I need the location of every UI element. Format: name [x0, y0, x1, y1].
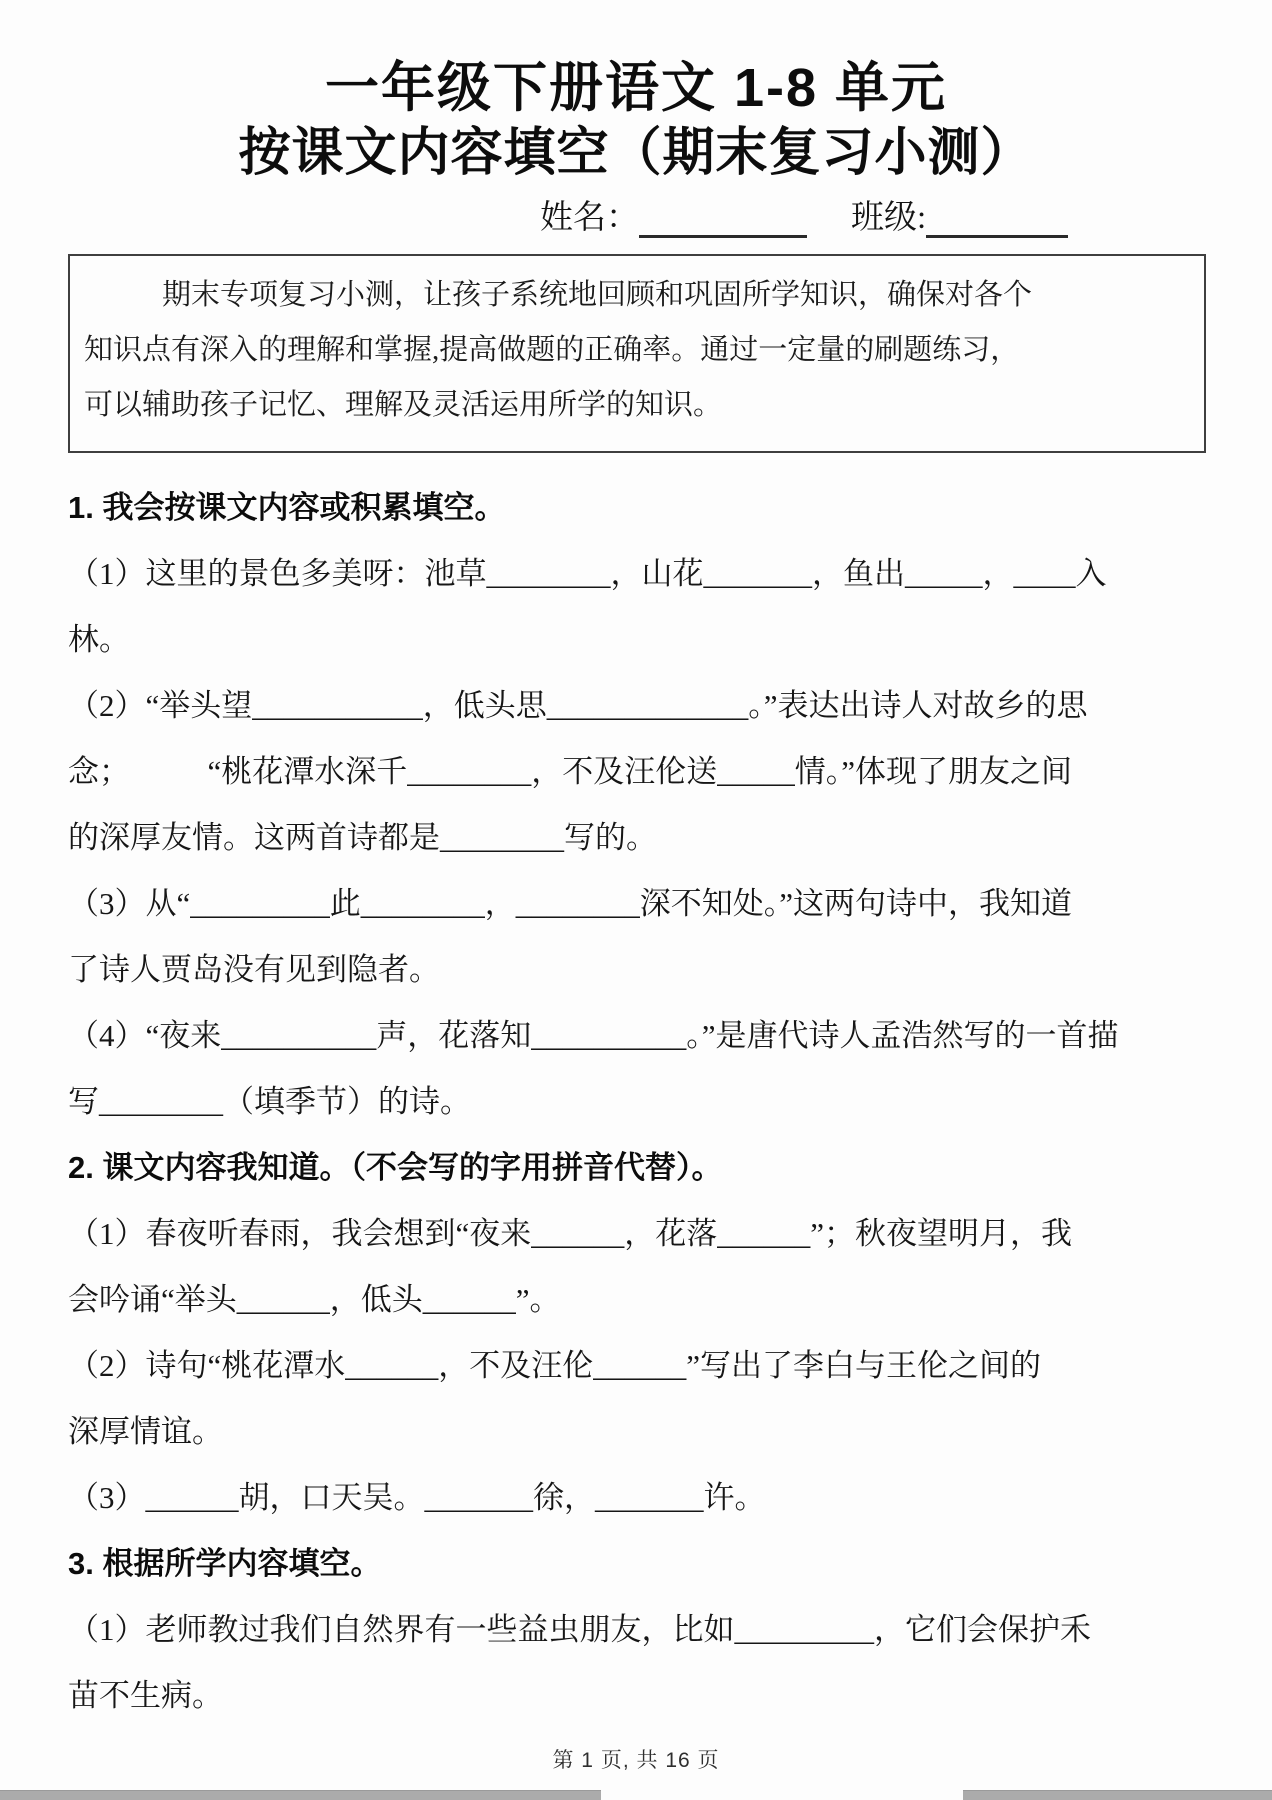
question-line: 苗不生病。 [68, 1678, 223, 1713]
page-title-line1: 一年级下册语文 1-8 单元 [324, 58, 948, 118]
next-page-edge-left [0, 1790, 601, 1800]
page-number-footer: 第 1 页, 共 16 页 [552, 1749, 720, 1772]
intro-line: 期末专项复习小测，让孩子系统地回顾和巩固所学知识，确保对各个 [162, 279, 1033, 311]
question-line: （1）春夜听春雨，我会想到“夜来______，花落______”；秋夜望明月，我 [68, 1216, 1073, 1251]
question-line: 林。 [68, 622, 130, 657]
section-2-heading: 2. 课文内容我知道。（不会写的字用拼音代替）。 [68, 1150, 723, 1185]
question-line: 的深厚友情。这两首诗都是________写的。 [68, 820, 657, 855]
question-line: （2）诗句“桃花潭水______，不及汪伦______”写出了李白与王伦之间的 [68, 1348, 1042, 1383]
class-blank-field [926, 199, 1068, 238]
question-line: （3）从“_________此________，________深不知处。”这两句诗中，我知道 [68, 886, 1073, 921]
question-line: 深厚情谊。 [68, 1414, 223, 1449]
question-line: 写________（填季节）的诗。 [68, 1084, 471, 1119]
next-page-edge-right [963, 1790, 1272, 1800]
question-line: （1）这里的景色多美呀：池草________，山花_______，鱼出_____，____入 [68, 556, 1107, 591]
intro-box [68, 254, 1206, 453]
question-line: 了诗人贾岛没有见到隐者。 [68, 952, 440, 987]
page-title-line2: 按课文内容填空（期末复习小测） [238, 124, 1034, 182]
question-line: 会吟诵“举头______，低头______”。 [68, 1282, 561, 1317]
question-line: （2）“举头望___________，低头思_____________。”表达出诗人对故乡的思 [68, 688, 1088, 723]
name-blank-field [639, 199, 807, 238]
question-content [0, 475, 1272, 1729]
intro-line: 可以辅助孩子记忆、理解及灵活运用所学的知识。 [84, 389, 723, 421]
question-line: （1）老师教过我们自然界有一些益虫朋友，比如_________，它们会保护禾 [68, 1612, 1091, 1647]
section-1-heading: 1. 我会按课文内容或积累填空。 [68, 490, 506, 525]
question-line: 念； “桃花潭水深千________，不及汪伦送_____情。”体现了朋友之间 [68, 754, 1073, 789]
name-class-row [0, 190, 1272, 238]
question-line: （4）“夜来__________声，花落知__________。”是唐代诗人孟浩然写的一首描 [68, 1018, 1119, 1053]
question-line: （3）______胡，口天吴。_______徐，_______许。 [68, 1480, 766, 1515]
section-3-heading: 3. 根据所学内容填空。 [68, 1546, 382, 1581]
name-label: 姓名： [540, 200, 639, 236]
class-label: 班级: [851, 200, 927, 236]
intro-line: 知识点有深入的理解和掌握,提高做题的正确率。通过一定量的刷题练习， [84, 334, 1020, 366]
